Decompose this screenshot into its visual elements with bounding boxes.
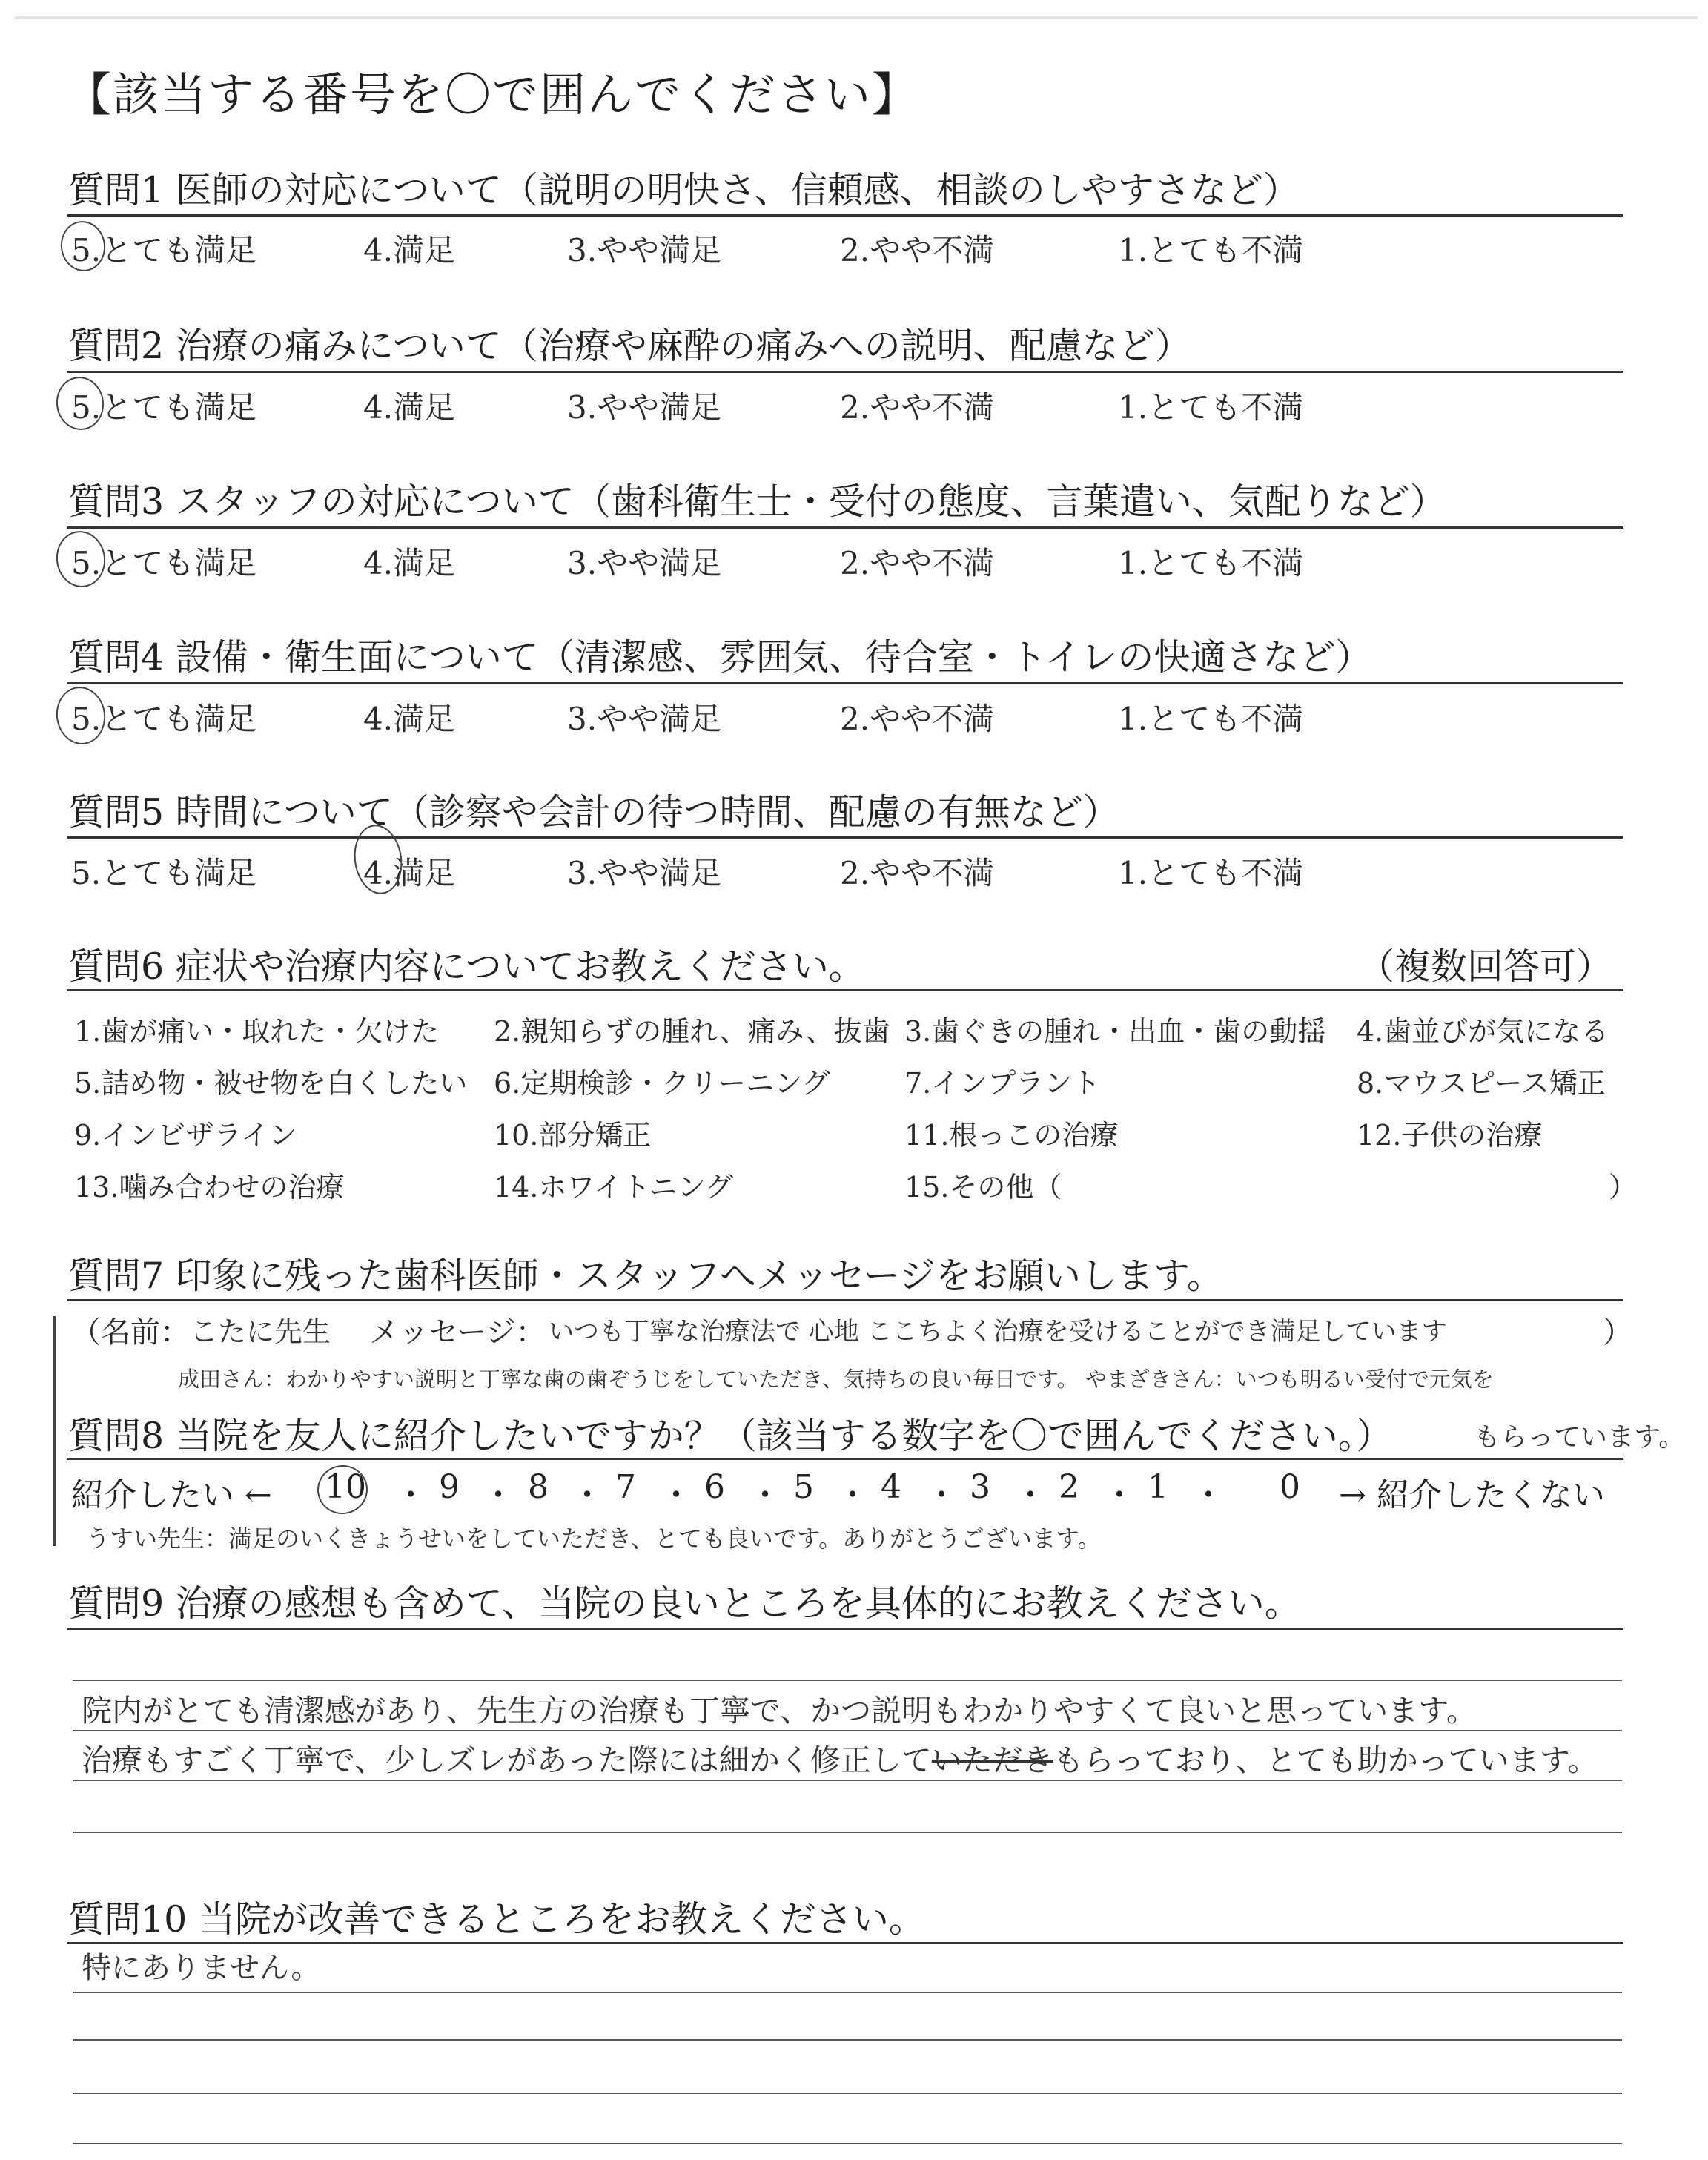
answer-line xyxy=(73,1680,1622,1681)
symptom-option[interactable]: 2.親知らずの腫れ、痛み、抜歯 xyxy=(494,1015,890,1048)
scan-edge xyxy=(15,16,1698,19)
symptom-option[interactable]: 6.定期検診・クリーニング xyxy=(494,1067,830,1100)
option-2[interactable]: 2.やや不満 xyxy=(840,389,995,426)
option-5[interactable]: 5.とても満足 xyxy=(71,855,257,891)
improvement-answer: 特にありません。 xyxy=(82,1951,321,1985)
answer-line xyxy=(73,1780,1622,1781)
symptom-option[interactable]: 13.噛み合わせの治療 xyxy=(74,1171,345,1203)
scale-value-1[interactable]: 1 xyxy=(1148,1468,1168,1506)
question-7-title: 質問7 印象に残った歯科医師・スタッフへメッセージをお願いします。 xyxy=(68,1255,1223,1297)
symptom-option[interactable]: 12.子供の治療 xyxy=(1357,1119,1543,1152)
form-heading: 【該当する番号を〇で囲んでください】 xyxy=(65,67,920,122)
scale-dot: ・ xyxy=(482,1476,514,1514)
option-3[interactable]: 3.やや満足 xyxy=(567,389,722,426)
multiple-answers-note: （複数回答可） xyxy=(1358,945,1613,988)
symptom-option[interactable]: 14.ホワイトニング xyxy=(494,1171,734,1203)
option-4[interactable]: 4.満足 xyxy=(363,232,456,268)
option-3[interactable]: 3.やや満足 xyxy=(567,701,722,737)
handwritten-bracket xyxy=(53,1316,56,1546)
answer-text: 治療もすごく丁寧で、少しズレがあった際には細かく修正して xyxy=(82,1743,932,1778)
option-1[interactable]: 1.とても不満 xyxy=(1118,701,1304,737)
option-3[interactable]: 3.やや満足 xyxy=(567,232,722,268)
option-2[interactable]: 2.やや不満 xyxy=(840,855,995,891)
scale-value-3[interactable]: 3 xyxy=(970,1468,990,1506)
good-points-answer-line2 xyxy=(82,1736,1598,1780)
option-3[interactable]: 3.やや満足 xyxy=(567,545,722,581)
question-6-title: 質問6 症状や治療内容についてお教えください。 xyxy=(68,945,865,988)
scale-dot: ・ xyxy=(394,1476,427,1514)
message-entry-line3: もらっています。 xyxy=(1474,1422,1686,1453)
symptom-option[interactable]: 5.詰め物・被せ物を白くしたい xyxy=(74,1067,468,1100)
scale-dot: ・ xyxy=(1103,1476,1136,1514)
option-1[interactable]: 1.とても不満 xyxy=(1118,855,1304,891)
option-5[interactable]: 5.とても満足 xyxy=(71,232,257,268)
scale-right-label: → 紹介したくない xyxy=(1339,1476,1605,1514)
option-4[interactable]: 4.満足 xyxy=(363,545,456,581)
question-8-title: 質問8 当院を友人に紹介したいですか？（該当する数字を〇で囲んでください。） xyxy=(68,1415,1393,1457)
message-entry-line4: うすい先生：満足のいくきょうせいをしていただき、とても良いです。ありがとうございます。 xyxy=(86,1525,1102,1553)
symptom-option[interactable]: 7.インプラント xyxy=(904,1067,1101,1100)
answer-line xyxy=(73,2093,1622,2094)
message-entry-line2: 成田さん：わかりやすい説明と丁寧な歯の歯ぞうじをしていただき、気持ちの良い毎日です。 やまざきさん：いつも明るい受付で元気を xyxy=(178,1367,1494,1392)
option-4[interactable]: 4.満足 xyxy=(363,389,456,426)
question-8-rule xyxy=(67,1458,1623,1460)
question-4-title: 質問4 設備・衛生面について（清潔感、雰囲気、待合室・トイレの快適さなど） xyxy=(68,636,1372,678)
scale-value-4[interactable]: 4 xyxy=(881,1468,901,1506)
option-1[interactable]: 1.とても不満 xyxy=(1118,232,1304,268)
question-3-rule xyxy=(67,526,1623,529)
option-3[interactable]: 3.やや満足 xyxy=(567,855,722,891)
symptom-option[interactable]: 4.歯並びが気になる xyxy=(1357,1015,1609,1048)
scale-value-6[interactable]: 6 xyxy=(704,1468,725,1506)
scale-value-10[interactable]: 10 xyxy=(325,1468,366,1506)
message-label: メッセージ： xyxy=(369,1315,546,1350)
question-2-title: 質問2 治療の痛みについて（治療や麻酔の痛みへの説明、配慮など） xyxy=(68,325,1191,367)
option-4[interactable]: 4.満足 xyxy=(363,855,456,891)
answer-line xyxy=(73,2039,1622,2041)
question-2-rule xyxy=(67,371,1623,373)
scale-value-9[interactable]: 9 xyxy=(439,1468,460,1506)
good-points-answer-line1: 院内がとても清潔感があり、先生方の治療も丁寧で、かつ説明もわかりやすくて良いと思っています。 xyxy=(82,1693,1477,1728)
option-5[interactable]: 5.とても満足 xyxy=(71,545,257,581)
symptom-option[interactable]: 1.歯が痛い・取れた・欠けた xyxy=(74,1015,440,1048)
question-6-rule xyxy=(67,989,1623,991)
struck-text: いただき xyxy=(931,1743,1053,1778)
answer-line xyxy=(73,1730,1622,1731)
option-4[interactable]: 4.満足 xyxy=(363,701,456,737)
message-entry: いつも丁寧な治療法で 心地 ここちよく治療を受けることができ満足しています xyxy=(549,1317,1447,1347)
question-5-title: 質問5 時間について（診察や会計の待つ時間、配慮の有無など） xyxy=(68,791,1119,833)
answer-line xyxy=(73,1992,1622,1993)
scale-dot: ・ xyxy=(925,1476,958,1514)
scale-value-7[interactable]: 7 xyxy=(615,1468,636,1506)
symptom-option[interactable]: 3.歯ぐきの腫れ・出血・歯の動揺 xyxy=(904,1015,1326,1048)
scale-dot: ・ xyxy=(836,1476,869,1514)
question-1-rule xyxy=(67,214,1623,217)
scale-value-8[interactable]: 8 xyxy=(528,1468,549,1506)
option-2[interactable]: 2.やや不満 xyxy=(840,232,995,268)
question-10-title: 質問10 当院が改善できるところをお教えください。 xyxy=(68,1898,925,1941)
answer-line xyxy=(73,1832,1622,1833)
question-1-title: 質問1 医師の対応について（説明の明快さ、信頼感、相談のしやすさなど） xyxy=(68,169,1300,211)
symptom-option[interactable]: 8.マウスピース矯正 xyxy=(1357,1067,1606,1100)
symptom-option[interactable]: 9.インビザライン xyxy=(74,1119,298,1152)
option-2[interactable]: 2.やや不満 xyxy=(840,545,995,581)
answer-text: もらっており、とても助かっています。 xyxy=(1053,1743,1598,1778)
question-9-rule xyxy=(67,1628,1623,1630)
scale-value-0[interactable]: 0 xyxy=(1280,1468,1300,1506)
question-7-rule xyxy=(67,1299,1623,1301)
scale-dot: ・ xyxy=(571,1476,603,1514)
question-5-rule xyxy=(67,836,1623,839)
option-5[interactable]: 5.とても満足 xyxy=(71,389,257,426)
symptom-option[interactable]: 10.部分矯正 xyxy=(494,1119,652,1152)
staff-name-entry: こたに先生 xyxy=(190,1315,331,1348)
scale-dot: ・ xyxy=(1192,1476,1225,1514)
scale-dot: ・ xyxy=(749,1476,781,1514)
scale-dot: ・ xyxy=(660,1476,692,1514)
scale-value-2[interactable]: 2 xyxy=(1059,1468,1079,1506)
other-close-paren: ） xyxy=(1609,1171,1638,1203)
answer-line xyxy=(73,2143,1622,2144)
message-close-paren: ） xyxy=(1603,1315,1632,1350)
symptom-option[interactable]: 15.その他（ xyxy=(904,1171,1062,1203)
scale-left-label: 紹介したい ← xyxy=(71,1476,272,1514)
scale-value-5[interactable]: 5 xyxy=(793,1468,814,1506)
option-5[interactable]: 5.とても満足 xyxy=(71,701,257,737)
symptom-option[interactable]: 11.根っこの治療 xyxy=(904,1119,1119,1152)
question-4-rule xyxy=(67,682,1623,684)
scale-dot: ・ xyxy=(1014,1476,1047,1514)
option-2[interactable]: 2.やや不満 xyxy=(840,701,995,737)
option-1[interactable]: 1.とても不満 xyxy=(1118,389,1304,426)
question-3-title: 質問3 スタッフの対応について（歯科衛生士・受付の態度、言葉遣い、気配りなど） xyxy=(68,480,1446,523)
question-9-title: 質問9 治療の感想も含めて、当院の良いところを具体的にお教えください。 xyxy=(68,1582,1301,1625)
name-label: （名前： xyxy=(71,1315,190,1350)
option-1[interactable]: 1.とても不満 xyxy=(1118,545,1304,581)
